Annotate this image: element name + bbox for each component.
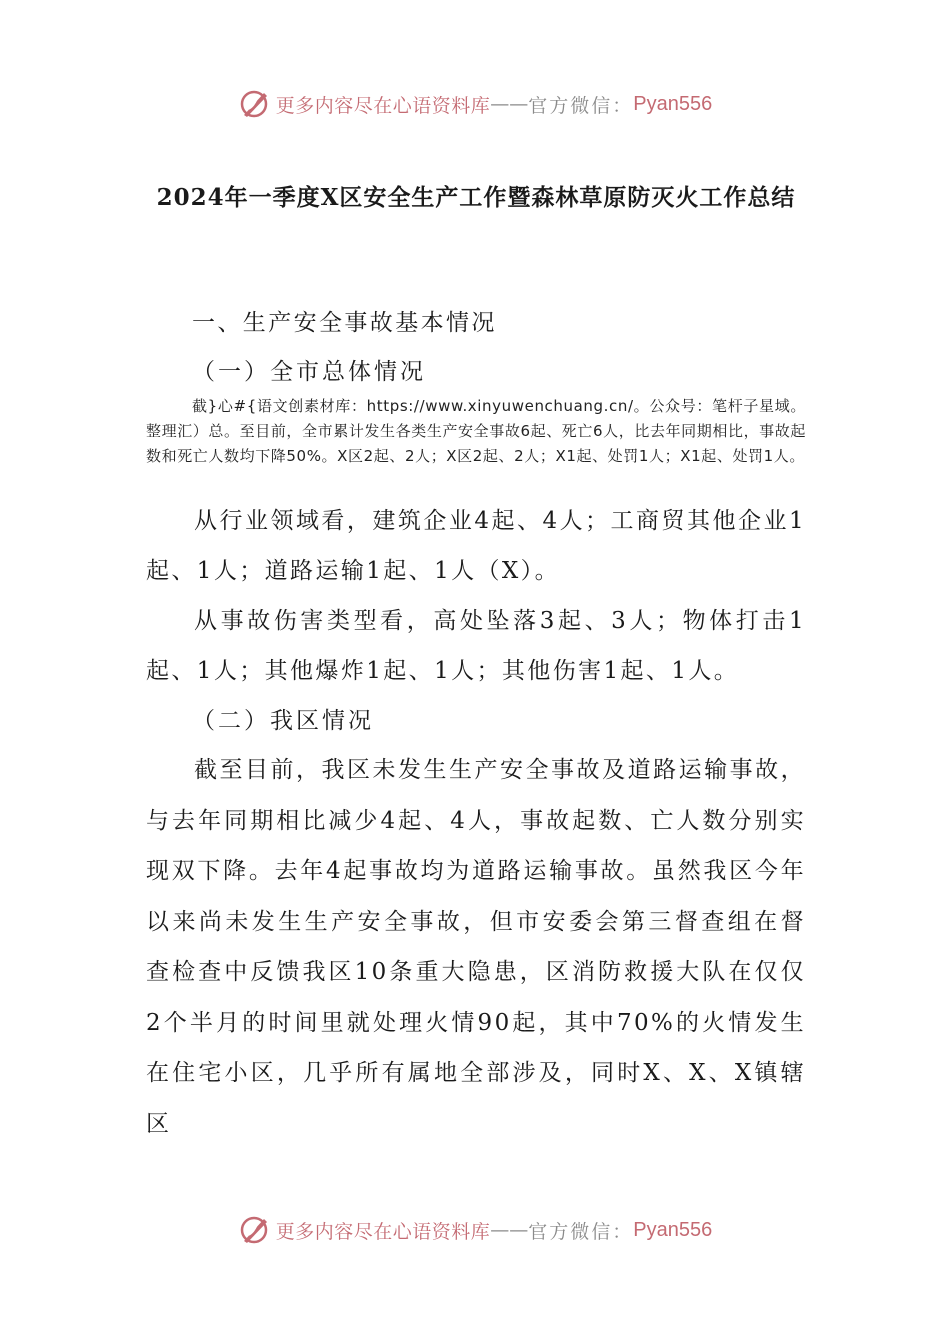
footer-watermark-banner xyxy=(0,1210,950,1250)
subsection-heading-2: （二）我区情况 xyxy=(192,708,374,734)
industry-paragraph: 从行业领域看，建筑企业4起、4人；工商贸其他企业1起、1人；道路运输1起、1人（X）。 xyxy=(146,508,806,584)
district-paragraph: 截至目前，我区未发生生产安全事故及道路运输事故，与去年同期相比减少4起、4人，事故起数、亡人数分别实现双下降。去年4起事故均为道路运输事故。虽然我区今年以来尚未发生生产安全事故，但市安委会第三督查组在督查检查中反馈我区10条重大隐患，区消防救援大队在仅仅2个半月的时间里就处理火情90起，其中70%的火情发生在住宅小区，几乎所有属地全部涉及，同时X、X、X镇辖区 xyxy=(146,757,806,1137)
banner-wechat-id: Pyan556 xyxy=(633,92,713,115)
section-heading-1: 一、生产安全事故基本情况 xyxy=(192,310,497,336)
banner-dash: —— xyxy=(490,93,529,115)
header-watermark-banner xyxy=(0,84,950,124)
banner-wechat-label: 官方微信： xyxy=(528,94,634,117)
injury-type-paragraph: 从事故伤害类型看，高处坠落3起、3人；物体打击1起、1人；其他爆炸1起、1人；其他伤害1起、1人。 xyxy=(146,608,806,684)
document-title: 2024年一季度X区安全生产工作暨森林草原防灭火工作总结 xyxy=(156,184,796,211)
quill-logo-icon xyxy=(238,1213,272,1247)
subsection-heading-1: （一）全市总体情况 xyxy=(192,359,426,385)
banner-dash: —— xyxy=(490,1219,529,1241)
banner-wechat-id: Pyan556 xyxy=(633,1218,713,1241)
banner-wechat-label: 官方微信： xyxy=(528,1220,634,1243)
quill-logo-icon xyxy=(238,87,272,121)
banner-main-text: 更多内容尽在心语资料库 xyxy=(275,94,491,117)
city-overview-paragraph: 截}心#{语文创素材库：https://www.xinyuwenchuang.cn/。公众号：笔杆子星域。整理汇）总。至目前，全市累计发生各类生产安全事故6起、死亡6人，比去年同期相比，事故起数和死亡人数均下降50%。X区2起、2人；X区2起、2人；X1起、处罚1人；X1起、处罚1人。 xyxy=(146,397,806,465)
banner-main-text: 更多内容尽在心语资料库 xyxy=(275,1220,491,1243)
